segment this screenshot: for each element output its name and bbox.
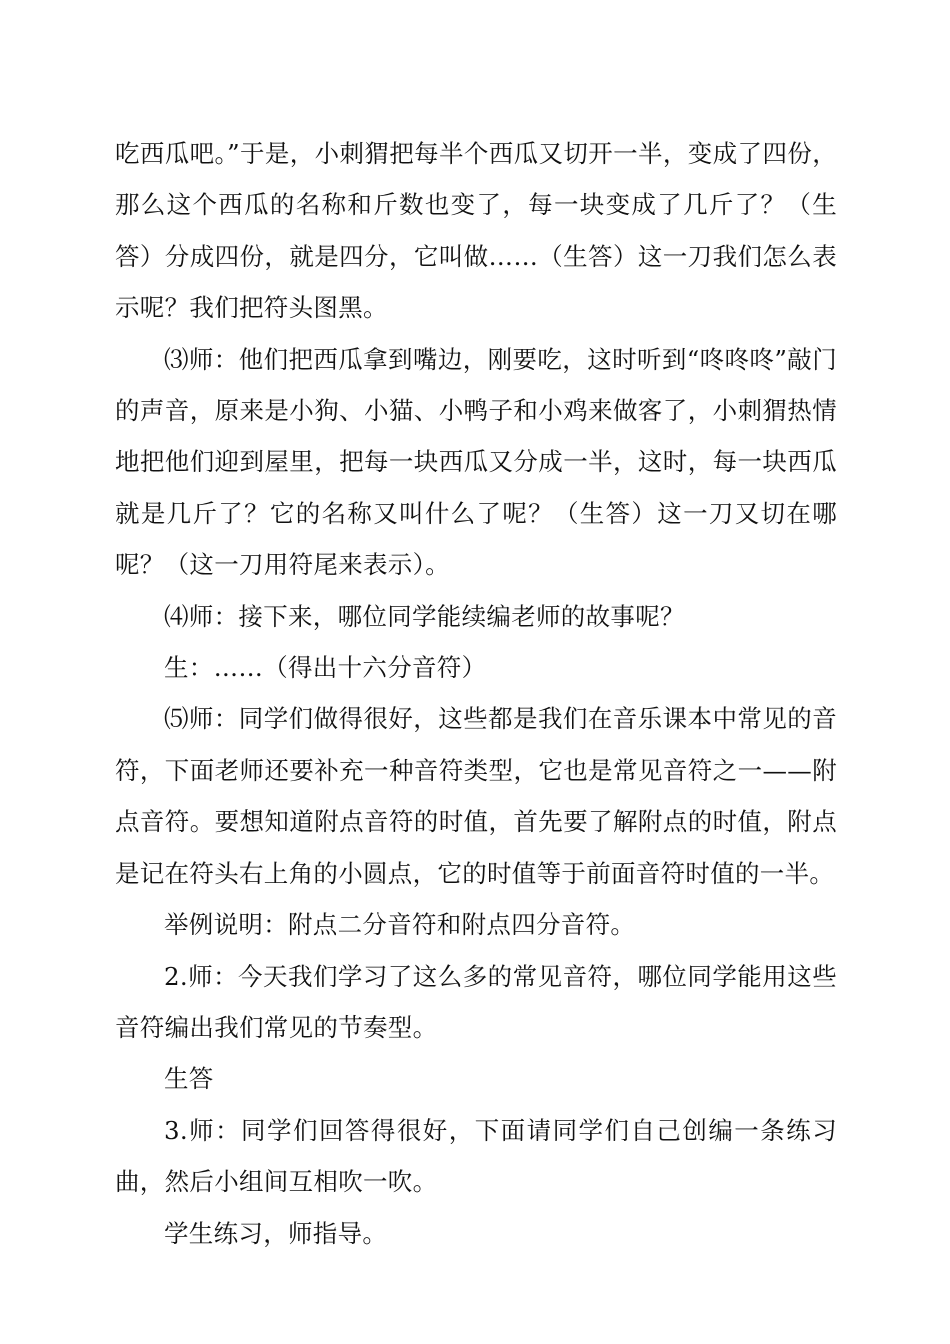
paragraph-student-answer-sixteenth: 生：……（得出十六分音符）	[164, 653, 487, 683]
paragraph-step-5: ⑸师：同学们做得很好，这些都是我们在音乐课本中常见的音符，下面老师还要补充一种音符类型，它也是常见音符之一——附点音符。要想知道附点音符的时值，首先要了解附点的时值，附点是记在符头右上角的小圆点，它的时值等于前面音符时值的一半。	[115, 704, 837, 888]
paragraph-practice: 学生练习，师指导。	[164, 1218, 388, 1248]
document-body	[115, 128, 837, 1259]
paragraph-item-3: 3.师：同学们回答得很好，下面请同学们自己创编一条练习曲，然后小组间互相吹一吹。	[115, 1115, 837, 1197]
paragraph-example: 举例说明：附点二分音符和附点四分音符。	[164, 910, 636, 940]
paragraph-watermelon-quarters: 吃西瓜吧。”于是，小刺猬把每半个西瓜又切开一半，变成了四份，那么这个西瓜的名称和斤数也变了，每一块变成了几斤了？（生答）分成四份，就是四分，它叫做……（生答）这一刀我们怎么表示呢？我们把符头图黑。	[115, 139, 837, 323]
paragraph-item-2: 2.师：今天我们学习了这么多的常见音符，哪位同学能用这些音符编出我们常见的节奏型。	[115, 961, 837, 1042]
paragraph-step-4: ⑷师：接下来，哪位同学能续编老师的故事呢？	[164, 601, 685, 631]
paragraph-step-3: ⑶师：他们把西瓜拿到嘴边，刚要吃，这时听到“咚咚咚”敲门的声音，原来是小狗、小猫、小鸭子和小鸡来做客了，小刺猬热情地把他们迎到屋里，把每一块西瓜又分成一半，这时，每一块西瓜就是几斤了？它的名称又叫什么了呢？（生答）这一刀又切在哪呢？（这一刀用符尾来表示）。	[115, 344, 837, 580]
paragraph-student-answer: 生答	[164, 1064, 214, 1094]
